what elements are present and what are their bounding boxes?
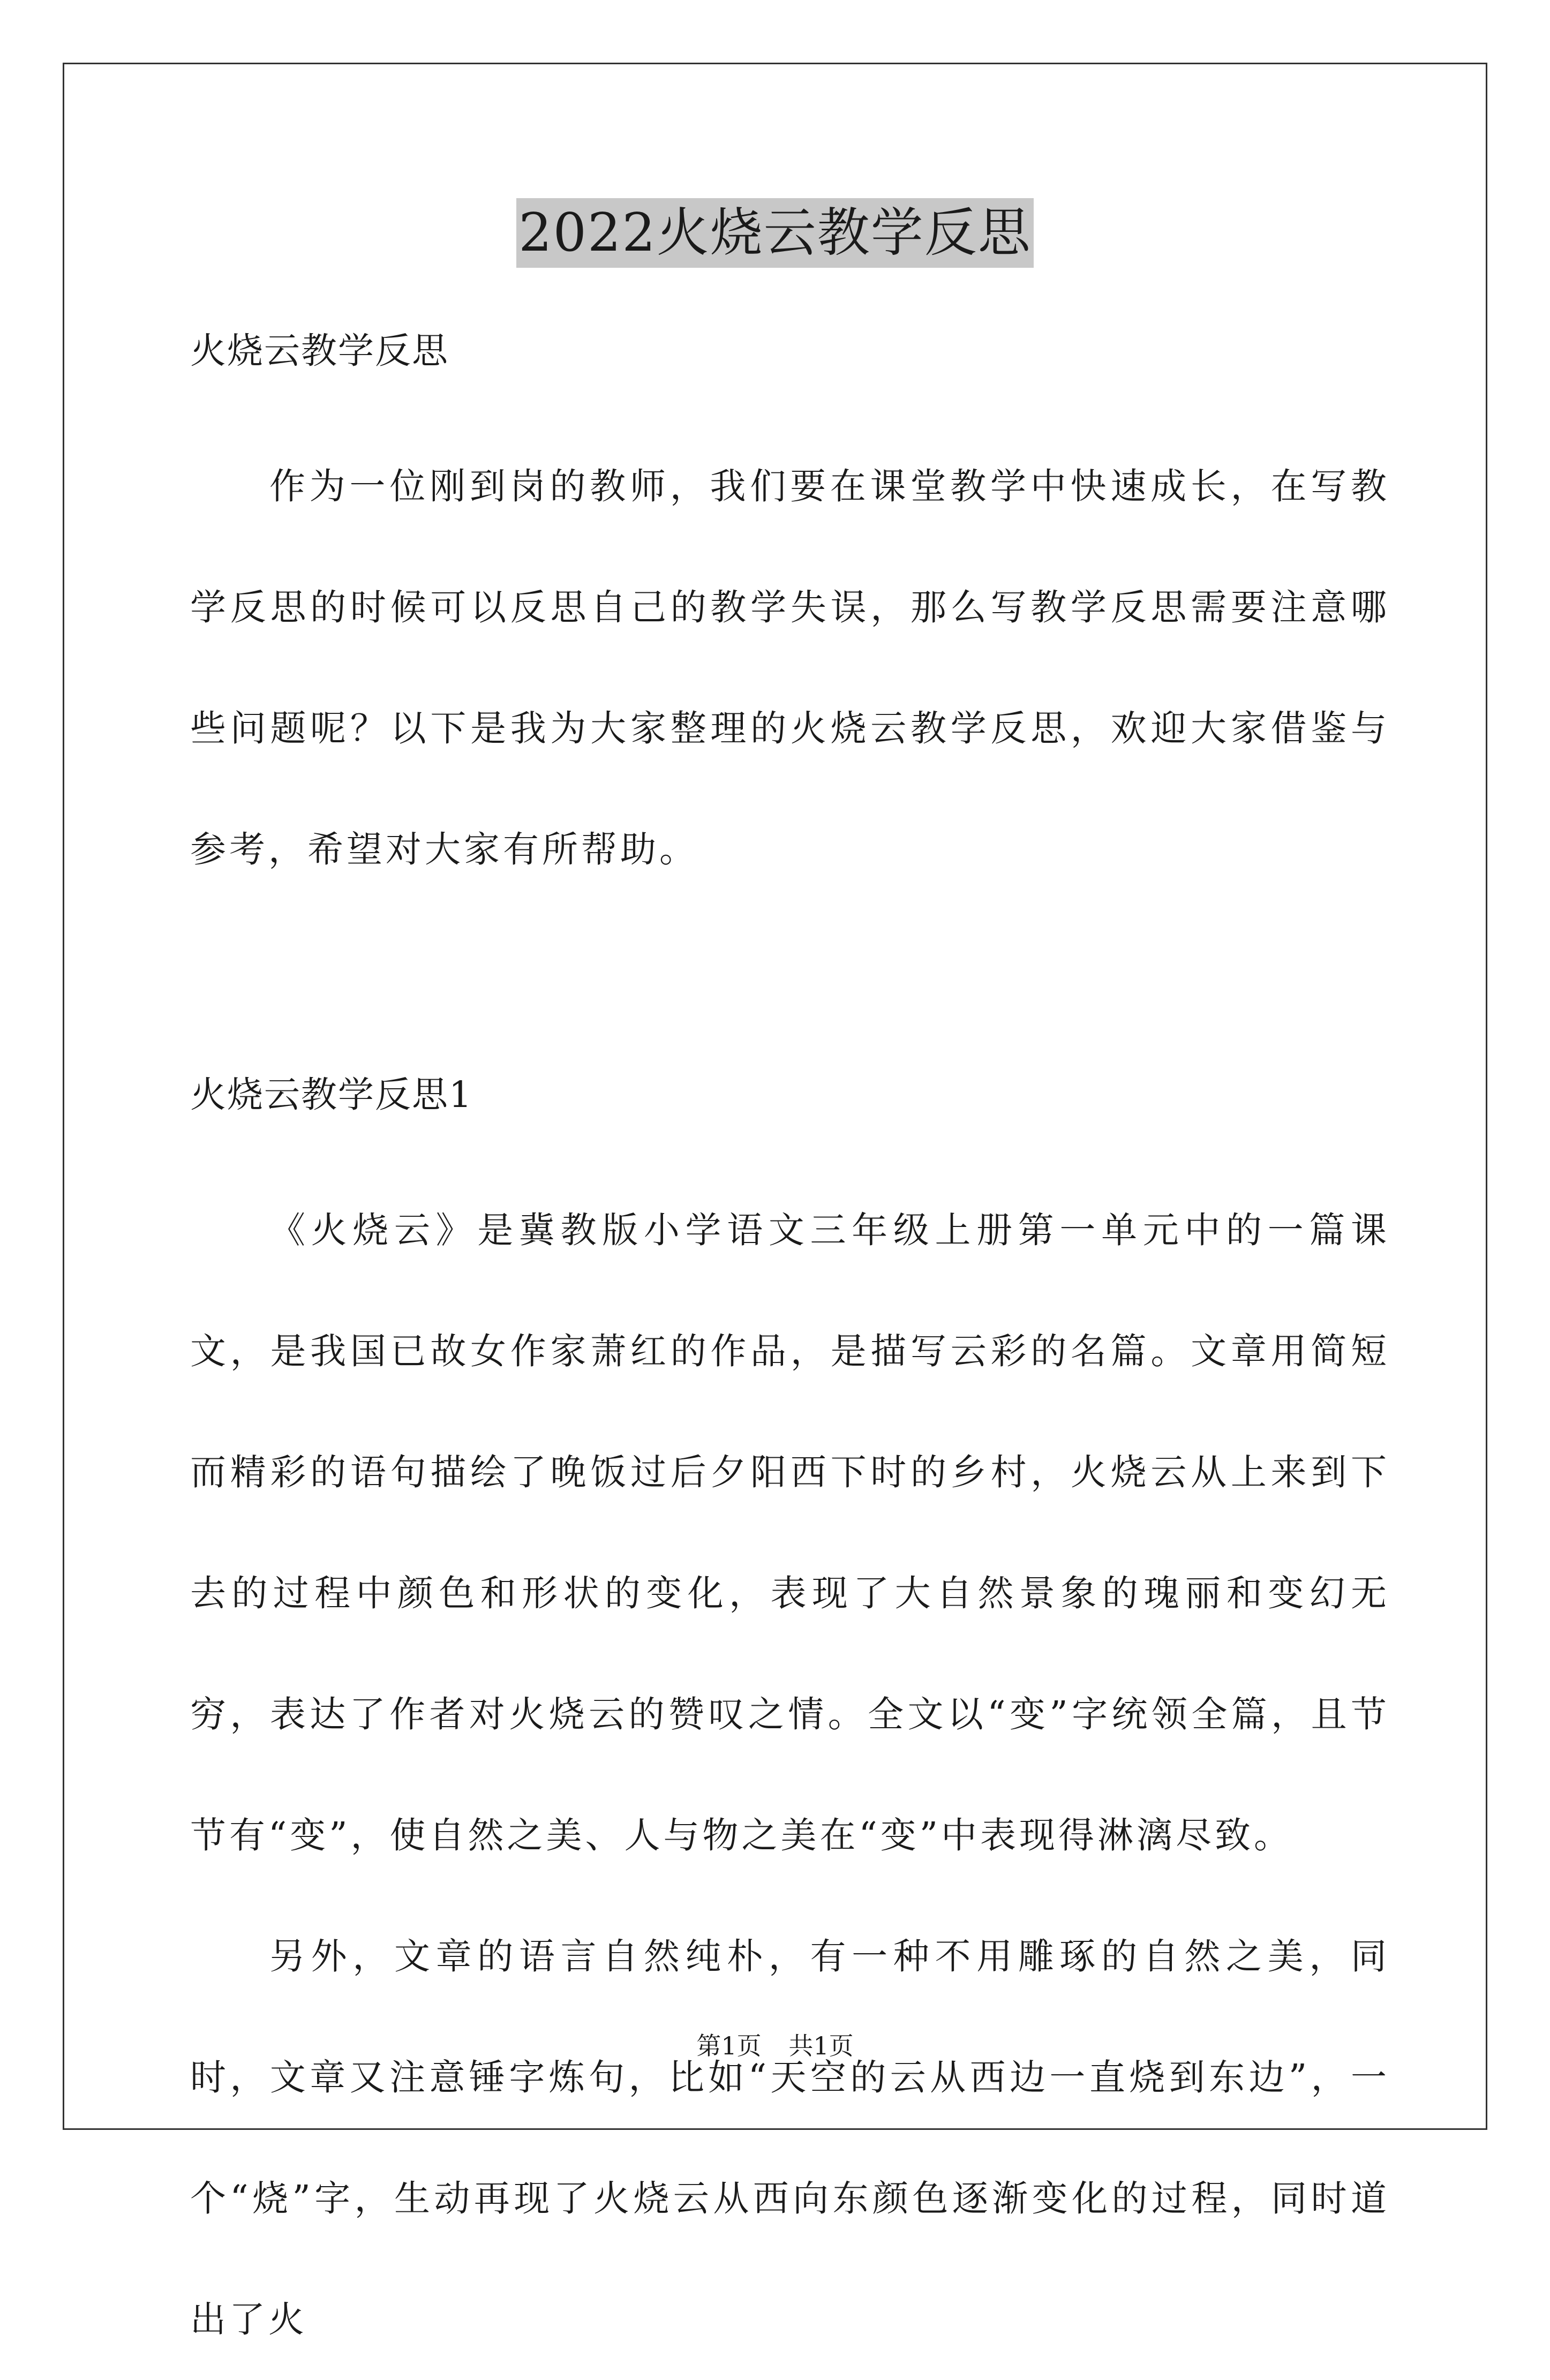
- section-paragraph-1: 《火烧云》是冀教版小学语文三年级上册第一单元中的一篇课文，是我国已故女作家萧红的作品，是描写云彩的名篇。文章用简短而精彩的语句描绘了晚饭过后夕阳西下时的乡村，火烧云从上来到下去的过程中颜色和形状的变化，表现了大自然景象的瑰丽和变幻无穷，表达了作者对火烧云的赞叹之情。全文以“变”字统领全篇，且节节有“变”，使自然之美、人与物之美在“变”中表现得淋漓尽致。: [190, 1209, 1390, 1856]
- page-footer: [0, 2030, 1550, 2062]
- document-title: 2022火烧云教学反思: [516, 198, 1033, 268]
- section-heading: 火烧云教学反思1: [190, 1074, 473, 1116]
- document-body: [190, 327, 1390, 2380]
- page-total: 共1页: [788, 2031, 854, 2060]
- intro-paragraph: 作为一位刚到岗的教师，我们要在课堂教学中快速成长，在写教学反思的时候可以反思自己的教学失误，那么写教学反思需要注意哪些问题呢？以下是我为大家整理的火烧云教学反思，欢迎大家借鉴与参考，希望对大家有所帮助。: [190, 465, 1390, 870]
- page-number: 第1页: [696, 2031, 762, 2060]
- title-container: [0, 198, 1550, 268]
- intro-heading: 火烧云教学反思: [190, 330, 449, 372]
- section-paragraph-2: 另外，文章的语言自然纯朴，有一种不用雕琢的自然之美，同时，文章又注意锤字炼句，比如“天空的云从西边一直烧到东边”，一个“烧”字，生动再现了火烧云从西向东颜色逐渐变化的过程，同时道出了火: [190, 1935, 1390, 2340]
